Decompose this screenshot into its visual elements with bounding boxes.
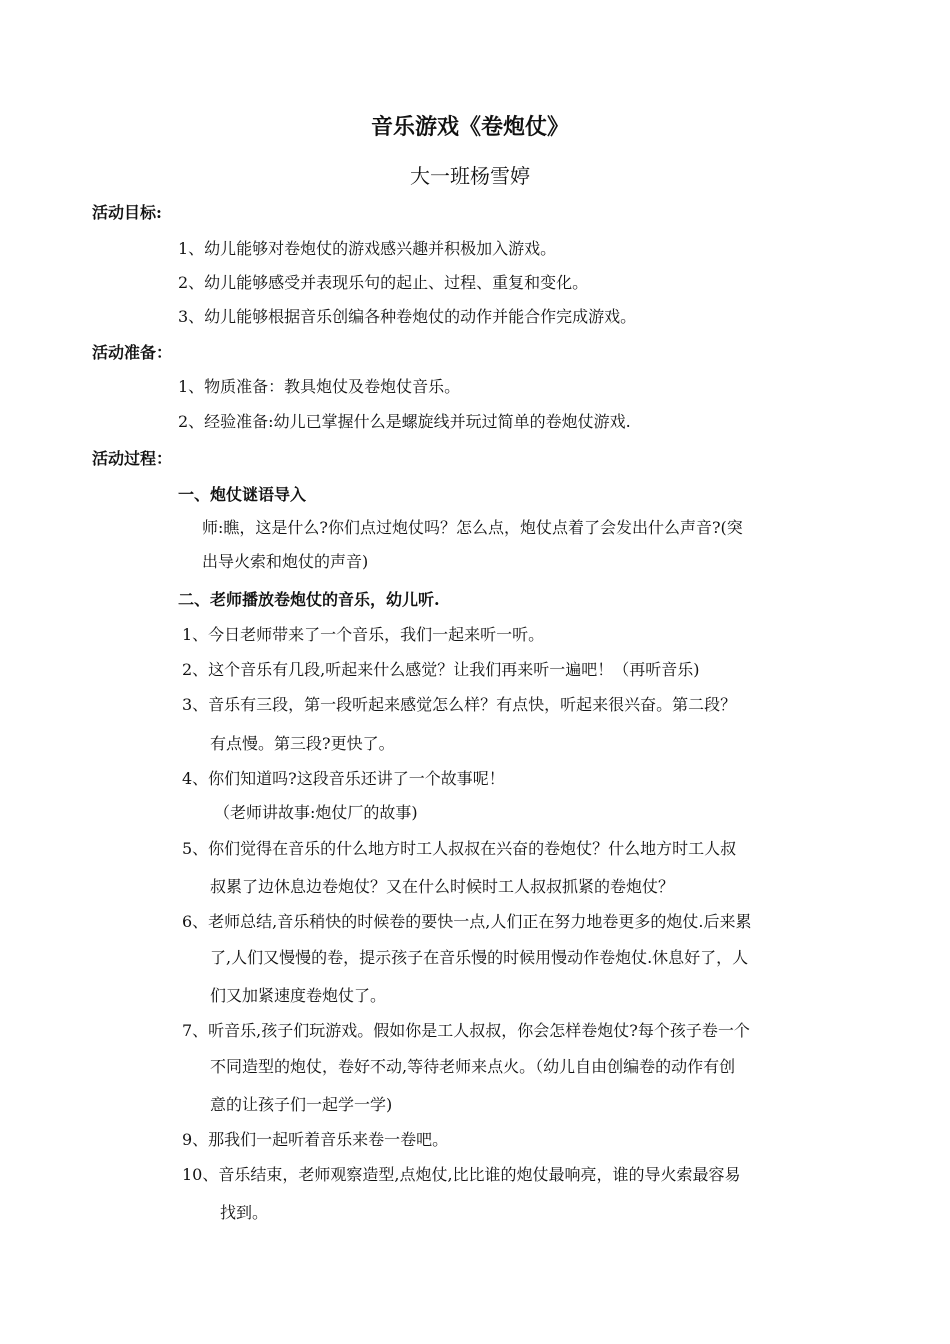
prep-item: 1、物质准备：教具炮仗及卷炮仗音乐。 [178, 377, 461, 396]
process-step-line: 不同造型的炮仗，卷好不动,等待老师来点火。（幼儿自由创编卷的动作有创 [210, 1057, 736, 1076]
document-author: 大一班杨雪婷 [410, 164, 530, 188]
process-step-line: 意的让孩子们一起学一学) [210, 1095, 393, 1114]
process-step-line: 5、你们觉得在音乐的什么地方时工人叔叔在兴奋的卷炮仗？什么地方时工人叔 [182, 839, 737, 858]
process-step-line: （老师讲故事:炮仗厂的故事) [214, 803, 418, 822]
goals-heading: 活动目标: [92, 203, 162, 222]
process-step-line: 9、那我们一起听着音乐来卷一卷吧。 [182, 1130, 449, 1149]
process-heading: 活动过程： [92, 449, 173, 468]
process-step-line: 了,人们又慢慢的卷，提示孩子在音乐慢的时候用慢动作卷炮仗.休息好了，人 [210, 948, 749, 967]
document-title: 音乐游戏《卷炮仗》 [370, 114, 569, 140]
process-step-line: 4、你们知道吗?这段音乐还讲了一个故事呢！ [182, 769, 505, 788]
process-step-line: 1、今日老师带来了一个音乐，我们一起来听一听。 [182, 625, 545, 644]
prep-item: 2、经验准备:幼儿已掌握什么是螺旋线并玩过简单的卷炮仗游戏. [178, 412, 631, 431]
process-step-line: 6、老师总结,音乐稍快的时候卷的要快一点,人们正在努力地卷更多的炮仗.后来累 [182, 912, 752, 931]
process-step-line: 有点慢。第三段?更快了。 [210, 734, 395, 753]
process-step-line: 7、听音乐,孩子们玩游戏。假如你是工人叔叔，你会怎样卷炮仗?每个孩子卷一个 [182, 1021, 750, 1040]
goal-item: 1、幼儿能够对卷炮仗的游戏感兴趣并积极加入游戏。 [178, 239, 557, 258]
prep-heading: 活动准备： [92, 343, 173, 362]
goal-item: 2、幼儿能够感受并表现乐句的起止、过程、重复和变化。 [178, 273, 589, 292]
process-part2-heading: 二、老师播放卷炮仗的音乐，幼儿听. [178, 590, 440, 609]
process-part1-heading: 一、炮仗谜语导入 [178, 485, 307, 504]
process-step-line: 叔累了边休息边卷炮仗？又在什么时候时工人叔叔抓紧的卷炮仗？ [210, 877, 675, 896]
goal-item: 3、幼儿能够根据音乐创编各种卷炮仗的动作并能合作完成游戏。 [178, 307, 637, 326]
process-part1-text: 出导火索和炮仗的声音) [202, 552, 369, 571]
process-step-line: 2、这个音乐有几段,听起来什么感觉？让我们再来听一遍吧！（再听音乐) [182, 660, 700, 679]
process-part1-text: 师:瞧，这是什么?你们点过炮仗吗？怎么点，炮仗点着了会发出什么声音?(突 [202, 518, 743, 537]
process-step-line: 找到。 [220, 1203, 269, 1222]
process-step-line: 们又加紧速度卷炮仗了。 [210, 986, 387, 1005]
process-step-line: 3、音乐有三段，第一段听起来感觉怎么样？有点快，听起来很兴奋。第二段？ [182, 695, 737, 714]
process-step-line: 10、音乐结束，老师观察造型,点炮仗,比比谁的炮仗最响亮，谁的导火索最容易 [182, 1165, 741, 1184]
